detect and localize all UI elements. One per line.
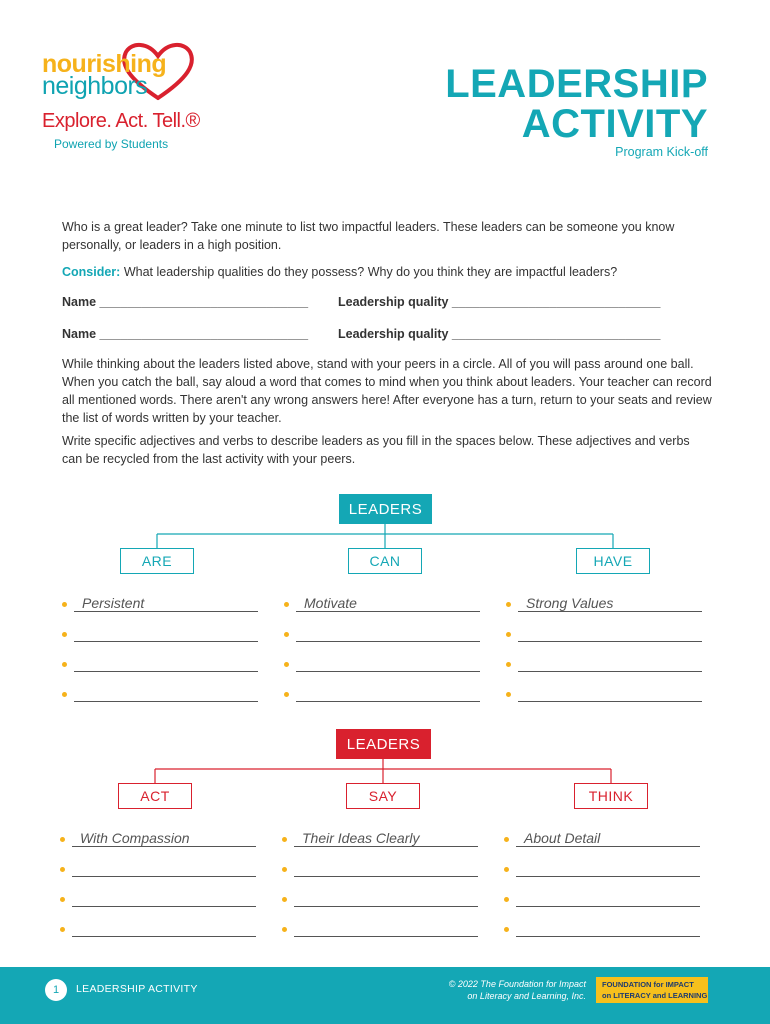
tree1-connectors	[157, 524, 613, 548]
list-item[interactable]	[282, 861, 478, 891]
list-item[interactable]	[284, 596, 480, 626]
bullet-icon	[504, 837, 509, 842]
have-list	[506, 596, 702, 716]
bullet-icon	[504, 927, 509, 932]
copyright	[396, 978, 586, 1002]
list-item[interactable]	[506, 626, 702, 656]
bullet-icon	[282, 837, 287, 842]
think-list	[504, 831, 700, 951]
bullet-icon	[284, 662, 289, 667]
act-box: ACT	[118, 783, 192, 809]
foundation-logo	[596, 977, 708, 1003]
bullet-icon	[282, 927, 287, 932]
list-item[interactable]	[506, 686, 702, 716]
list-item[interactable]	[284, 656, 480, 686]
list-item[interactable]	[282, 891, 478, 921]
bullet-icon	[60, 927, 65, 932]
think-box: THINK	[574, 783, 648, 809]
list-item[interactable]	[282, 831, 478, 861]
intro-paragraph: Who is a great leader? Take one minute to list two impactful leaders. These leaders can be someone you know personally, or leaders in a high position.	[62, 220, 675, 252]
foundation-logo-line-2: on LITERACY and LEARNING	[602, 991, 708, 1000]
bullet-icon	[62, 662, 67, 667]
bullet-icon	[60, 897, 65, 902]
list-item[interactable]	[62, 656, 258, 686]
consider-label: Consider:	[62, 265, 121, 279]
list-item[interactable]	[60, 921, 256, 951]
name-field[interactable]: Name ______________________________	[62, 295, 309, 309]
copyright-line-2: on Literacy and Learning, Inc.	[467, 991, 586, 1001]
bullet-icon	[284, 602, 289, 607]
bullet-icon	[282, 897, 287, 902]
list-item[interactable]	[62, 686, 258, 716]
item-value: With Compassion	[80, 830, 190, 846]
bullet-icon	[504, 867, 509, 872]
title-line-1: LEADERSHIP	[445, 62, 708, 106]
foundation-logo-line-1: FOUNDATION for IMPACT	[602, 980, 694, 989]
bullet-icon	[284, 692, 289, 697]
item-value: Their Ideas Clearly	[302, 830, 420, 846]
bullet-icon	[506, 662, 511, 667]
say-list	[282, 831, 478, 951]
item-value: Persistent	[82, 595, 145, 611]
leaders-box-red: LEADERS	[336, 729, 431, 759]
say-box: SAY	[346, 783, 420, 809]
logo-tagline: Explore. Act. Tell.®	[42, 110, 200, 132]
bullet-icon	[62, 602, 67, 607]
list-item[interactable]	[62, 596, 258, 626]
list-item[interactable]	[504, 921, 700, 951]
page-number: 1	[45, 979, 67, 1001]
are-box: ARE	[120, 548, 194, 574]
consider-text: What leadership qualities do they possess? Why do you think they are impactful leaders?	[120, 265, 618, 279]
bullet-icon	[506, 602, 511, 607]
bullet-icon	[62, 692, 67, 697]
bullet-icon	[60, 867, 65, 872]
item-value: Strong Values	[526, 595, 614, 611]
tree2-connectors	[155, 759, 611, 783]
instructions-paragraph-1: While thinking about the leaders listed above, stand with your peers in a circle. All of you will pass around one ball. When you catch the ball, say aloud a word that comes to mind when you think about leaders. Your teacher can record all mentioned words. There aren't any wrong answers here! After everyone has a turn, return to your seats and review the list of words written by your teacher.	[62, 357, 712, 425]
item-value: About Detail	[524, 830, 601, 846]
list-item[interactable]	[504, 831, 700, 861]
bullet-icon	[506, 632, 511, 637]
list-item[interactable]	[60, 891, 256, 921]
footer-title: LEADERSHIP ACTIVITY	[76, 983, 198, 995]
title-line-2: ACTIVITY	[521, 102, 708, 146]
act-list	[60, 831, 256, 951]
bullet-icon	[284, 632, 289, 637]
bullet-icon	[282, 867, 287, 872]
list-item[interactable]	[504, 861, 700, 891]
bullet-icon	[60, 837, 65, 842]
list-item[interactable]	[282, 921, 478, 951]
copyright-line-1: © 2022 The Foundation for Impact	[448, 979, 586, 989]
logo-word-neighbors: neighbors	[42, 72, 148, 100]
instructions-paragraph-2: Write specific adjectives and verbs to describe leaders as you fill in the spaces below. These adjectives and verbs can be recycled from the last activity with your peers.	[62, 434, 690, 466]
list-item[interactable]	[506, 656, 702, 686]
list-item[interactable]	[284, 686, 480, 716]
are-list	[62, 596, 258, 716]
can-list	[284, 596, 480, 716]
logo-powered-by: Powered by Students	[54, 137, 169, 151]
list-item[interactable]	[506, 596, 702, 626]
leaders-box-teal: LEADERS	[339, 494, 432, 524]
item-value: Motivate	[304, 595, 357, 611]
list-item[interactable]	[60, 831, 256, 861]
have-box: HAVE	[576, 548, 650, 574]
name-field[interactable]: Name ______________________________	[62, 327, 309, 341]
bullet-icon	[506, 692, 511, 697]
page-subtitle: Program Kick-off	[615, 145, 708, 159]
bullet-icon	[504, 897, 509, 902]
bullet-icon	[62, 632, 67, 637]
leadership-quality-field[interactable]: Leadership quality ______________________________	[338, 327, 661, 341]
list-item[interactable]	[62, 626, 258, 656]
list-item[interactable]	[504, 891, 700, 921]
leadership-quality-field[interactable]: Leadership quality ______________________________	[338, 295, 661, 309]
can-box: CAN	[348, 548, 422, 574]
logo-word-nourishing: nourishing	[42, 50, 167, 78]
page-footer	[0, 967, 770, 1024]
list-item[interactable]	[60, 861, 256, 891]
list-item[interactable]	[284, 626, 480, 656]
